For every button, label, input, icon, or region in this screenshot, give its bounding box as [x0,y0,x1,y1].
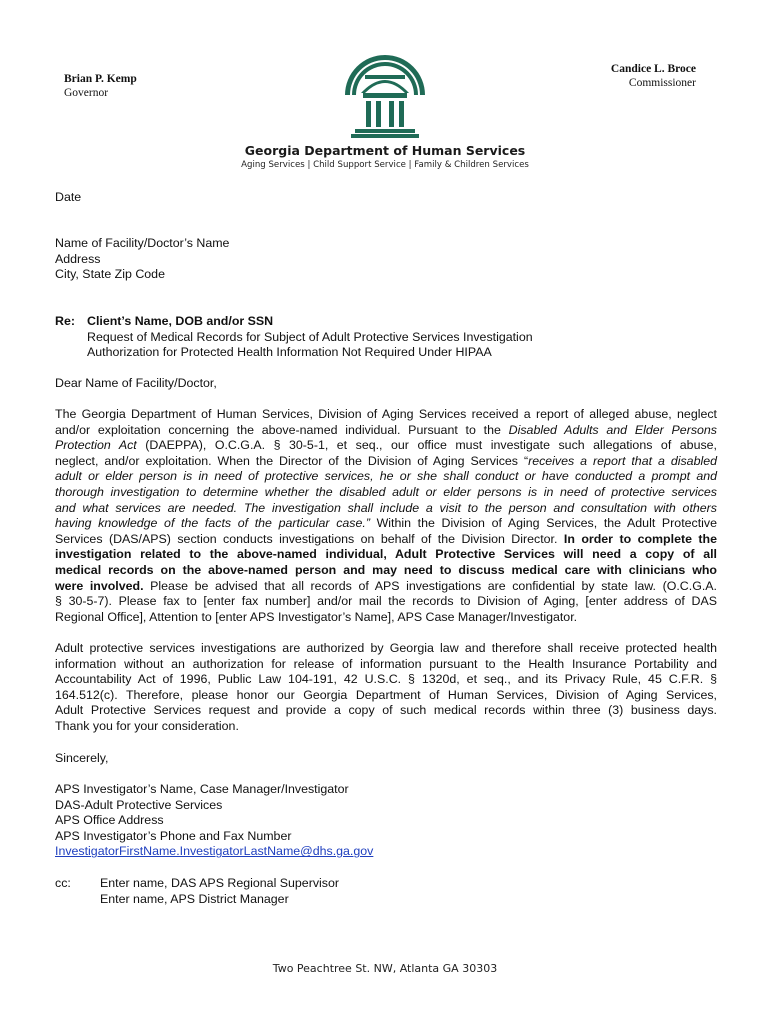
footer-address: Two Peachtree St. NW, Atlanta GA 30303 [272,962,498,975]
re-block [55,314,717,361]
paragraph-line: investigation related to the above-named individual, Adult Protective Services will need a copy of all [55,547,717,562]
paragraph-line: thorough investigation to determine whether the disabled adult or elder persons is in need of protective services [55,484,717,499]
paragraph-line: Thank you for your consideration. [55,718,239,733]
signature-phone: APS Investigator’s Phone and Fax Number [55,828,292,843]
re-label: Re: [55,314,75,328]
paragraph-line: adult or elder person is in need of protective services, he or she shall conduct or have conducted a prompt and [55,469,717,484]
paragraph-line: were involved. Please be advised that all records of APS investigations are confidential by state law. (O.C.G.A. [55,578,717,593]
commissioner-block [611,62,696,90]
recipient-name: Name of Facility/Doctor’s Name [55,236,230,250]
paragraph-line: Services (DAS/APS) section conducts investigations on behalf of the Division Director. In order to complete the [55,531,717,546]
paragraph-line: Protection Act (DAEPPA), O.C.G.A. § 30-5-1, et seq., our office must investigate such allegations of abuse, [55,438,717,453]
closing: Sincerely, [55,751,109,765]
re-client: Client’s Name, DOB and/or SSN [87,314,274,328]
body-paragraph-1 [55,407,717,625]
paragraph-line: Adult Protective Services request and provide a copy of such medical records within three (3) business days. [55,703,717,718]
org-divisions: Aging Services | Child Support Service | Family & Children Services [241,160,529,170]
re-authorization: Authorization for Protected Health Information Not Required Under HIPAA [87,345,492,360]
signature-address: APS Office Address [55,813,164,828]
cc-label: cc: [55,876,71,890]
paragraph-line: having knowledge of the facts of the particular case.” Within the Division of Aging Services, the Adult Protective [55,516,718,531]
governor-name: Brian P. Kemp [64,73,137,85]
recipient-city-line: City, State Zip Code [55,267,165,282]
salutation: Dear Name of Facility/Doctor, [55,376,217,390]
paragraph-line: and/or exploitation concerning the above-named individual. Pursuant to the Disabled Adults and Elder Persons [55,422,717,437]
signature-division: DAS-Adult Protective Services [55,797,223,812]
paragraph-line: The Georgia Department of Human Services, Division of Aging Services received a report of alleged abuse, neglect [55,407,717,421]
paragraph-line: medical records on the above-named person and may need to discuss medical care with clinicians who [55,562,717,577]
cc-recipient: Enter name, DAS APS Regional Supervisor [100,876,339,890]
body-paragraph-2 [55,641,717,735]
paragraph-line: Accountability Act of 1996, Public Law 104-191, 42 U.S.C. § 1320d, et seq., and its Privacy Rule, 45 C.F.R. § [55,672,717,687]
paragraph-line: Regional Office], Attention to [enter APS Investigator’s Name], APS Case Manager/Investigator. [55,609,578,624]
recipient-address-line: Address [55,251,101,266]
governor-block [64,72,137,100]
signature-block [55,782,717,860]
recipient-address [55,236,717,283]
signature-name: APS Investigator’s Name, Case Manager/Investigator [55,782,349,796]
date-line: Date [55,190,82,204]
governor-title: Governor [64,87,109,99]
org-name: Georgia Department of Human Services [244,143,526,158]
paragraph-line: neglect, and/or exploitation. When the Director of the Division of Aging Services “receives a report that a disabled [55,453,717,468]
paragraph-line: § 30-5-7). Please fax to [enter fax number] and/or mail the records to Division of Aging, [enter address of DAS [55,594,717,609]
paragraph-line: information without an authorization for release of information pursuant to the Health Insurance Portability and [55,656,717,671]
paragraph-line: and what services are needed. The investigation shall include a visit to the person and consultation with others [55,500,717,515]
cc-recipient: Enter name, APS District Manager [100,891,289,906]
cc-block [55,876,717,907]
email-link[interactable]: InvestigatorFirstName.InvestigatorLastName@dhs.ga.gov [55,844,374,859]
commissioner-title: Commissioner [628,77,696,89]
commissioner-name: Candice L. Broce [610,63,696,75]
paragraph-line: Adult protective services investigations are authorized by Georgia law and therefore shall receive protected health [55,641,717,655]
paragraph-line: 164.512(c). Therefore, please honor our Georgia Department of Human Services, Division of Aging Services, [55,687,717,702]
georgia-arch-seal-icon [343,53,427,139]
re-request: Request of Medical Records for Subject of Adult Protective Services Investigation [87,329,533,344]
